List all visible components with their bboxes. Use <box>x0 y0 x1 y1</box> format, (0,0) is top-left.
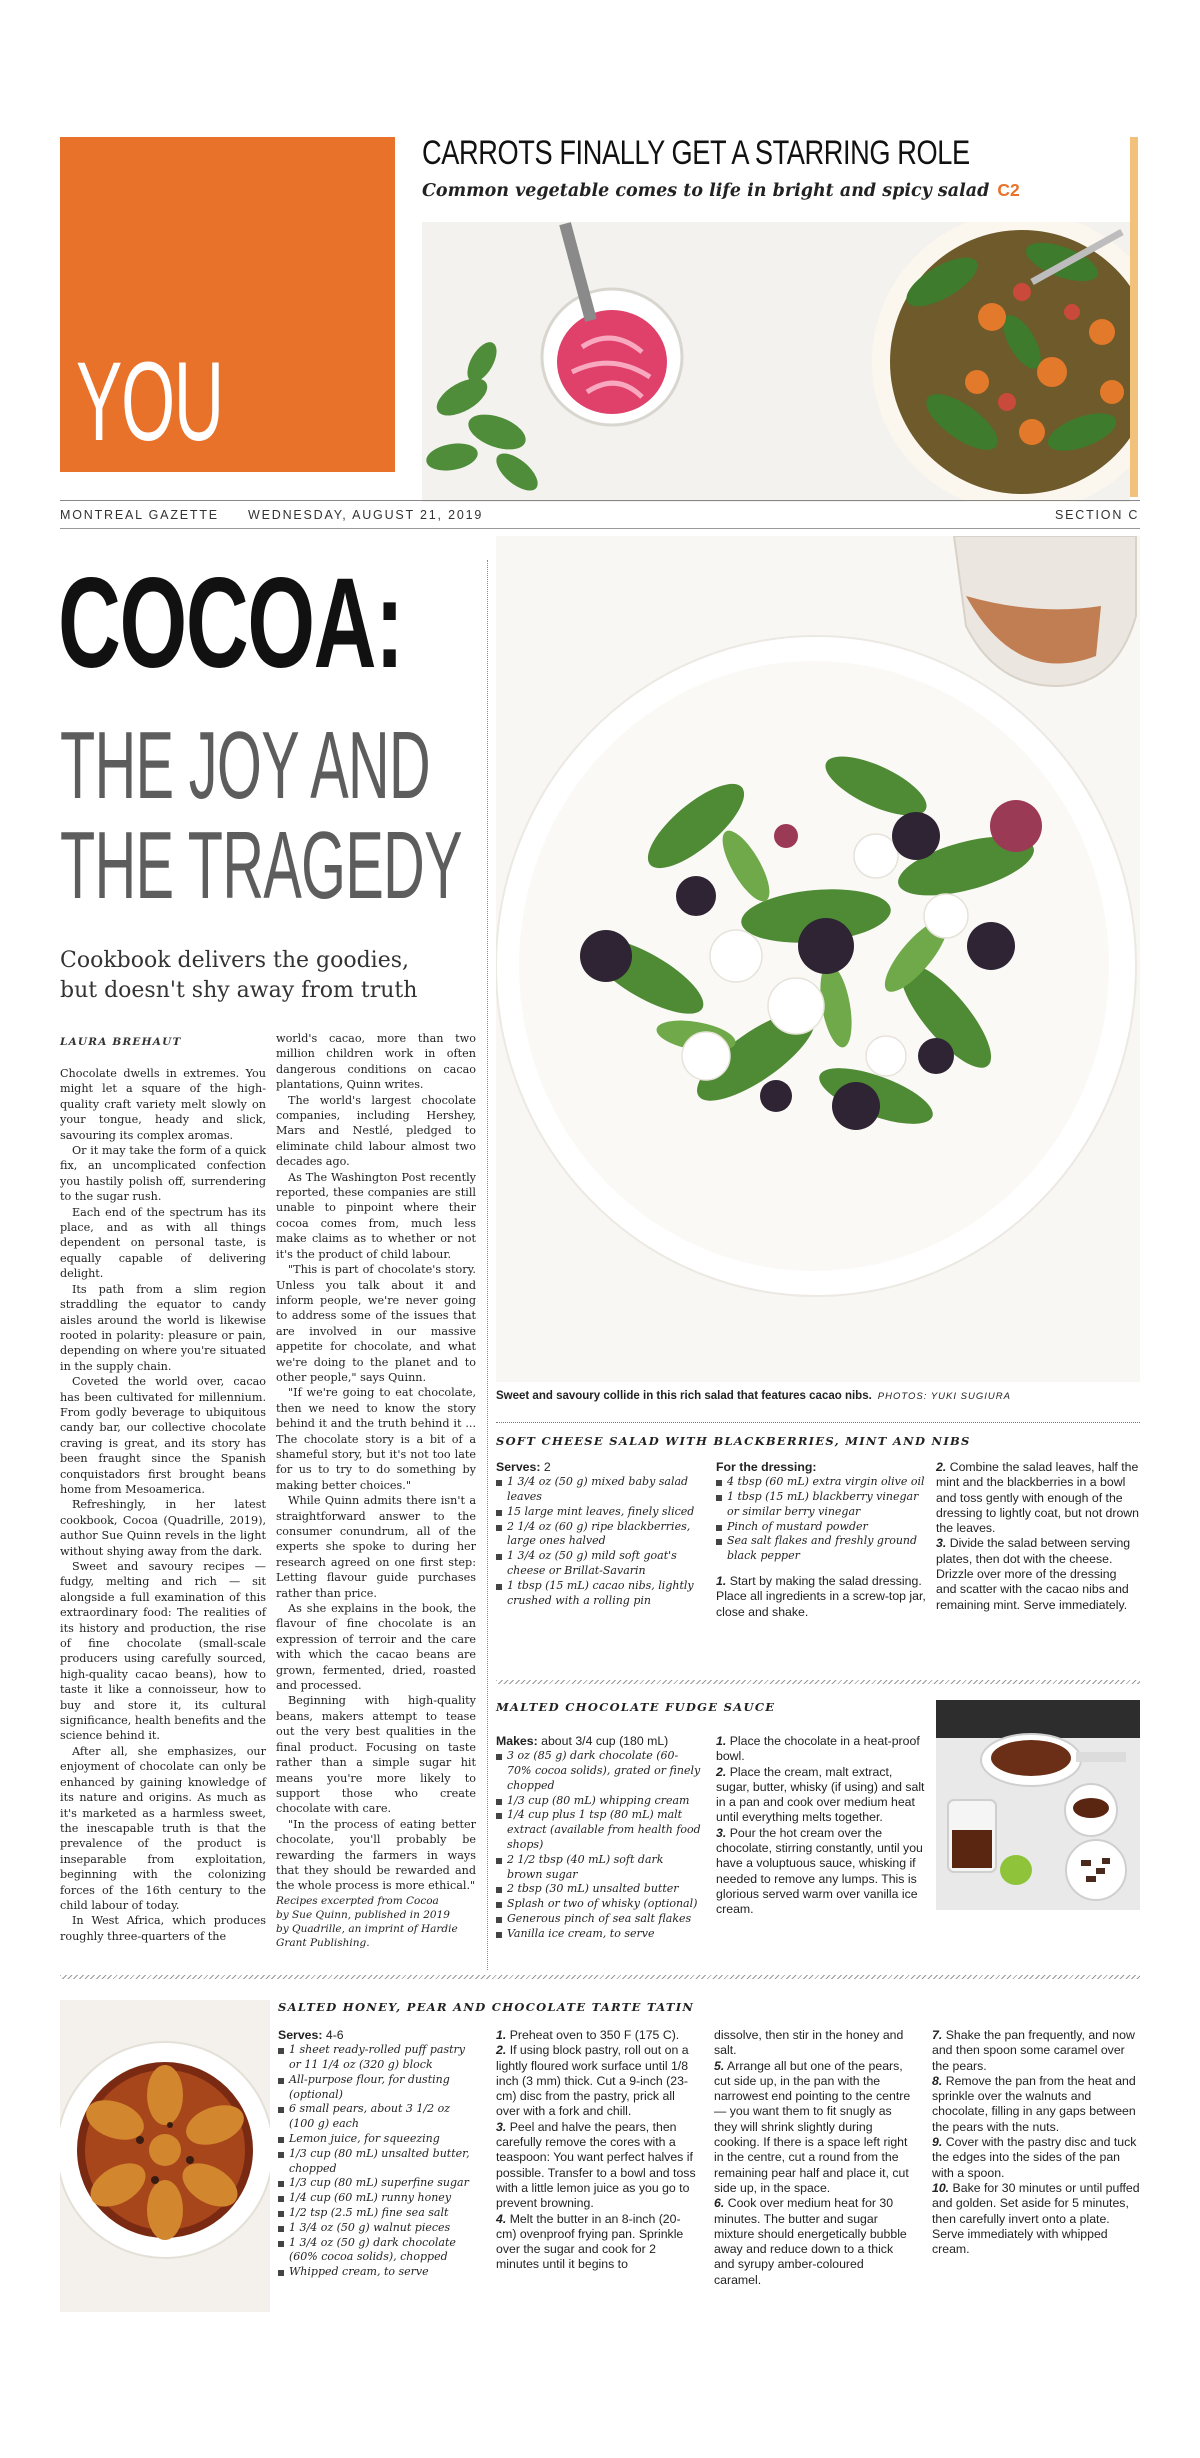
ingredient-item: 4 tbsp (60 mL) extra virgin olive oil <box>716 1475 926 1490</box>
recipe-step <box>716 1765 926 1826</box>
recipe-tatin-steps-3 <box>932 2028 1140 2257</box>
ingredient-item: Generous pinch of sea salt flakes <box>496 1912 702 1927</box>
recipe-fudge-ingredients <box>496 1734 702 1942</box>
ingredient-item: 1/4 cup (60 mL) runny honey <box>278 2191 478 2206</box>
ingredient-item: 15 large mint leaves, finely sliced <box>496 1505 706 1520</box>
paragraph: "If we're going to eat chocolate, then we need to know the story behind it and the truth behind it ... The chocolate story is a bit of a shameful story, but it's not too late for us to try to do something by making better choices." <box>276 1386 476 1492</box>
step-text: Place the chocolate in a heat-proof bowl. <box>716 1734 920 1764</box>
ingredient-item: Lemon juice, for squeezing <box>278 2132 478 2147</box>
teaser-accent-bar <box>1130 137 1138 497</box>
ingredient-item: 1/3 cup (80 mL) superfine sugar <box>278 2176 478 2191</box>
photo-caption <box>496 1390 1011 1402</box>
step-number: 2. <box>716 1764 727 1779</box>
divider <box>496 1680 1140 1684</box>
article-headline-line2: THE JOY AND <box>60 712 431 819</box>
carrot-salad-illustration <box>422 222 1130 502</box>
step-number: 9. <box>932 2135 943 2150</box>
ingredient-item: 3 oz (85 g) dark chocolate (60-70% cocoa solids), grated or finely chopped <box>496 1749 702 1793</box>
ingredient-item: All-purpose flour, for dusting (optional) <box>278 2073 478 2103</box>
paragraph: As The Washington Post recently reported, these companies are still unable to pinpoint where their cocoa comes from, much less make claims as to whether or not it's the product of child labour. <box>276 1170 476 1261</box>
step-text: Shake the pan frequently, and now and then spoon some caramel over the pears. <box>932 2028 1135 2073</box>
paragraph: Each end of the spectrum has its place, and as with all things dependent on personal taste, is equally capable of delivering delight. <box>60 1205 266 1281</box>
recipe-step <box>716 1734 926 1765</box>
column-divider <box>487 560 488 1970</box>
recipe-tatin-ingredients <box>278 2028 478 2280</box>
step-number: 6. <box>714 2196 725 2211</box>
ingredient-item: Splash or two of whisky (optional) <box>496 1897 702 1912</box>
step-text: Melt the butter in an 8-inch (20-cm) ovenproof frying pan. Sprinkle over the sugar and cook for 2 minutes until it begins to <box>496 2211 684 2272</box>
recipe-serves <box>278 2028 478 2043</box>
makes-value: about 3/4 cup (180 mL) <box>541 1734 669 1748</box>
recipe-step <box>936 1536 1140 1612</box>
ingredient-list <box>278 2043 478 2280</box>
step-text: Divide the salad between serving plates, then dot with the cheese. Drizzle over more of the dressing and scatter with the cacao nibs and remaining mint. Serve immediately. <box>936 1536 1131 1612</box>
dateline-top-rule <box>60 500 1140 501</box>
ingredient-item: 1 tbsp (15 mL) cacao nibs, lightly crushed with a rolling pin <box>496 1579 706 1609</box>
teaser-headline[interactable]: CARROTS FINALLY GET A STARRING ROLE <box>422 134 970 172</box>
step-text: Preheat oven to 350 F (175 C). <box>509 2028 680 2042</box>
recipe-credit-line: Recipes excerpted from Cocoa <box>276 1894 439 1907</box>
recipe-title-fudge-sauce: MALTED CHOCOLATE FUDGE SAUCE <box>496 1700 776 1714</box>
recipe-step-continued: dissolve, then stir in the honey and salt. <box>714 2028 904 2058</box>
carrot-salad-photo[interactable] <box>422 222 1130 502</box>
ingredient-item: 1 3/4 oz (50 g) dark chocolate (60% cocoa solids), chopped <box>278 2236 478 2266</box>
divider <box>60 1975 1140 1979</box>
recipe-step <box>716 1826 926 1918</box>
dateline-date: WEDNESDAY, AUGUST 21, 2019 <box>248 508 484 522</box>
recipe-step <box>932 2074 1140 2135</box>
teaser-page-ref: C2 <box>997 180 1020 200</box>
step-text: Peel and halve the pears, then carefully remove the cores with a teaspoon: You want perfect halves if possible. Transfer to a bowl and toss with a little lemon juice as you go to prevent browning. <box>496 2119 696 2211</box>
recipe-salad-dressing <box>716 1460 926 1620</box>
paragraph: Sweet and savoury recipes — fudgy, melting and rich — sit alongside a full examination of this extraordinary food: The realities of its history and production, the rise of fine chocolate (small-scale producers using carefully sourced, high-quality cacao beans), how to taste it like a connoisseur, how to buy and store it, its cultural significance, health benefits and the science behind it. <box>60 1560 266 1743</box>
byline: LAURA BREHAUT <box>60 1036 182 1048</box>
step-number: 10. <box>932 2180 950 2195</box>
serves-label: Serves: <box>496 1460 541 1474</box>
recipe-step <box>496 2212 696 2273</box>
paragraph: In West Africa, which produces roughly three-quarters of the <box>60 1914 266 1943</box>
paragraph: Chocolate dwells in extremes. You might let a square of the high-quality craft variety melt slowly on your tongue, heady and slick, savouring its complex aromas. <box>60 1067 266 1142</box>
serves-value: 4-6 <box>325 2028 344 2042</box>
ingredient-list <box>496 1749 702 1941</box>
photo-credit: PHOTOS: YUKI SUGIURA <box>877 1391 1011 1402</box>
step-text: Cover with the pastry disc and tuck the edges into the sides of the pan with a spoon. <box>932 2135 1137 2180</box>
ingredient-item: 1/3 cup (80 mL) whipping cream <box>496 1794 702 1809</box>
ingredient-item: 1/4 cup plus 1 tsp (80 mL) malt extract (available from health food shops) <box>496 1808 702 1852</box>
ingredient-item: 1/2 tsp (2.5 mL) fine sea salt <box>278 2206 478 2221</box>
recipe-makes <box>496 1734 702 1749</box>
ingredient-item: 1 3/4 oz (50 g) mild soft goat's cheese or Brillat-Savarin <box>496 1549 706 1579</box>
step-text: Start by making the salad dressing. Place all ingredients in a screw-top jar, close and shake. <box>716 1574 926 1619</box>
recipe-salad-ingredients <box>496 1460 706 1608</box>
fudge-sauce-illustration <box>936 1700 1140 1910</box>
recipe-serves <box>496 1460 706 1475</box>
ingredient-item: 1/3 cup (80 mL) unsalted butter, chopped <box>278 2147 478 2177</box>
step-text: Remove the pan from the heat and sprinkle over the walnuts and chocolate, filling in any gaps between the pears with the nuts. <box>932 2073 1136 2134</box>
recipe-step <box>496 2120 696 2212</box>
paragraph: Beginning with high-quality beans, makers attempt to tease out the very best qualities in the final product. Focusing on taste rather than a simple sugar hit means you're more likely to support those who create chocolate with care. <box>276 1694 476 1816</box>
paragraph: world's cacao, more than two million children work in often dangerous conditions on cacao plantations, Quinn writes. <box>276 1032 476 1092</box>
step-number: 3. <box>496 2119 507 2134</box>
recipe-step <box>932 2135 1140 2181</box>
dateline-section: SECTION C <box>1055 508 1140 522</box>
paragraph: "In the process of eating better chocolate, you'll probably be rewarding the farmers in ways that they should be rewarded and the whole process is more ethical." <box>276 1817 476 1893</box>
ingredient-item: Vanilla ice cream, to serve <box>496 1927 702 1942</box>
step-text: Cook over medium heat for 30 minutes. The butter and sugar mixture should energetically bubble away and reduce down to a thick and syrupy amber-coloured caramel. <box>714 2196 907 2287</box>
step-number: 1. <box>716 1734 727 1748</box>
recipe-title-tarte-tatin: SALTED HONEY, PEAR AND CHOCOLATE TARTE TATIN <box>278 2000 695 2014</box>
ingredient-list <box>716 1475 926 1564</box>
article-column-1 <box>60 1066 266 1944</box>
step-text: Place the cream, malt extract, sugar, butter, whisky (if using) and salt in a pan and cook over medium heat until everything melts together. <box>716 1764 925 1825</box>
step-number: 2. <box>496 2043 507 2058</box>
tarte-tatin-illustration <box>60 2000 270 2312</box>
paragraph: After all, she emphasizes, our enjoyment of chocolate can only be enhanced by gaining knowledge of its nature and origins. As much as it's marketed as a harmless sweet, the inescapable truth is that the prevalence of the product is inseparable from exploitation, beginning with the colonizing forces of the 16th century to the child labour of today. <box>60 1744 266 1912</box>
ingredient-item: 6 small pears, about 3 1/2 oz (100 g) each <box>278 2102 478 2132</box>
blackberry-salad-illustration <box>496 536 1140 1382</box>
dateline-bottom-rule <box>60 528 1140 529</box>
article-headline: COCOA: <box>58 552 403 695</box>
ingredient-item: 2 1/2 tbsp (40 mL) soft dark brown sugar <box>496 1853 702 1883</box>
article-deck-line2: but doesn't shy away from truth <box>60 978 418 1003</box>
blackberry-salad-photo[interactable] <box>496 536 1140 1382</box>
divider <box>496 1422 1140 1423</box>
recipe-credit-line: Grant Publishing. <box>276 1936 370 1949</box>
step-number: 1. <box>496 2028 507 2042</box>
fudge-sauce-photo[interactable] <box>936 1700 1140 1910</box>
recipe-step <box>714 2059 914 2197</box>
paragraph: Or it may take the form of a quick fix, an uncomplicated confection you hastily polish off, surrendering to the sugar rush. <box>60 1144 266 1204</box>
step-number: 4. <box>496 2211 507 2226</box>
step-number: 7. <box>932 2028 943 2042</box>
recipe-title-salad: SOFT CHEESE SALAD WITH BLACKBERRIES, MINT AND NIBS <box>496 1434 971 1448</box>
ingredient-item: 1 sheet ready-rolled puff pastry or 11 1/4 oz (320 g) block <box>278 2043 478 2073</box>
recipe-step <box>714 2196 914 2288</box>
section-you-label: YOU <box>76 339 223 464</box>
paragraph: Its path from a slim region straddling the equator to candy aisles around the world is likewise rooted in polarity: pleasure or pain, depending on where you're situated in the supply chain. <box>60 1282 266 1373</box>
ingredient-item: Pinch of mustard powder <box>716 1520 926 1535</box>
section-you-box[interactable] <box>60 137 395 472</box>
recipe-fudge-steps <box>716 1734 926 1918</box>
step-number: 8. <box>932 2073 943 2088</box>
photo-caption-text: Sweet and savoury collide in this rich salad that features cacao nibs. <box>496 1390 872 1402</box>
ingredient-item: 1 3/4 oz (50 g) mixed baby salad leaves <box>496 1475 706 1505</box>
recipe-step <box>932 2028 1140 2074</box>
step-text: Arrange all but one of the pears, cut side up, in the pan with the narrowest end pointing to the centre — you want them to fit snugly as they will shrink slightly during cooking. If there is a space left right in the centre, cut a round from the remaining pear half and place it, cut side up, in the space. <box>714 2058 911 2195</box>
paragraph: As she explains in the book, the flavour of fine chocolate is an expression of terroir and the care with which the cacao beans are grown, fermented, dried, roasted and processed. <box>276 1602 476 1693</box>
teaser-subhead[interactable] <box>422 180 1020 201</box>
serves-value: 2 <box>543 1460 551 1474</box>
ingredient-item: 2 1/4 oz (60 g) ripe blackberries, large ones halved <box>496 1520 706 1550</box>
ingredient-item: 1 3/4 oz (50 g) walnut pieces <box>278 2221 478 2236</box>
paragraph: Coveted the world over, cacao has been cultivated for millennium. From godly beverage to ubiquitous candy bar, our collective chocolate craving is great, and its story has been fraught since the Spanish conquistadors first brought beans home from Mesoamerica. <box>60 1375 266 1496</box>
makes-label: Makes: <box>496 1734 538 1748</box>
article-column-2 <box>276 1031 476 1950</box>
ingredient-item: Whipped cream, to serve <box>278 2265 478 2280</box>
tarte-tatin-photo[interactable] <box>60 2000 270 2312</box>
teaser-subhead-text: Common vegetable comes to life in bright and spicy salad <box>422 181 990 201</box>
step-number: 2. <box>936 1460 947 1474</box>
ingredient-list <box>496 1475 706 1608</box>
recipe-step <box>936 1460 1140 1536</box>
recipe-tatin-steps-2 <box>714 2028 914 2288</box>
recipe-salad-steps <box>936 1460 1140 1613</box>
article-headline-line3: THE TRAGEDY <box>60 812 463 919</box>
paragraph: Refreshingly, in her latest cookbook, Cocoa (Quadrille, 2019), author Sue Quinn revels in the light without shying away from the dark. <box>60 1498 266 1558</box>
ingredient-item: Sea salt flakes and freshly ground black pepper <box>716 1534 926 1564</box>
step-text: If using block pastry, roll out on a lightly floured work surface until 1/8 inch (3 mm) thick. Cut a 9-inch (23-cm) disc from the pastry, prick all over with a fork and chill. <box>496 2043 689 2119</box>
paragraph: While Quinn admits there isn't a straightforward answer to the consumer conundrum, all of the experts she spoke to during her research agreed on one first step: Letting flavour guide purchases rather than price. <box>276 1494 476 1600</box>
step-number: 1. <box>716 1574 727 1589</box>
dateline-paper-name: MONTREAL GAZETTE <box>60 508 219 522</box>
recipe-step <box>496 2043 696 2119</box>
recipe-credit-line: by Quadrille, an imprint of Hardie <box>276 1922 458 1935</box>
step-number: 3. <box>716 1825 727 1840</box>
paragraph: "This is part of chocolate's story. Unless you talk about it and inform people, we're never going to address some of the issues that are involved in our massive appetite for chocolate, and what we're doing to the planet and to other people," says Quinn. <box>276 1263 476 1384</box>
recipe-tatin-steps-1 <box>496 2028 696 2273</box>
paragraph: The world's largest chocolate companies, including Hershey, Mars and Nestlé, pledged to eliminate child labour almost two decades ago. <box>276 1093 476 1169</box>
recipe-step <box>932 2181 1140 2257</box>
step-number: 5. <box>714 2058 725 2073</box>
dressing-label: For the dressing: <box>716 1460 817 1474</box>
serves-label: Serves: <box>278 2028 323 2042</box>
ingredient-item: 1 tbsp (15 mL) blackberry vinegar or similar berry vinegar <box>716 1490 926 1520</box>
step-text: Combine the salad leaves, half the mint and the blackberries in a bowl and toss gently with enough of the dressing to lightly coat, but not drown the leaves. <box>936 1460 1140 1536</box>
recipe-step <box>496 2028 696 2043</box>
recipe-step <box>716 1574 926 1620</box>
article-deck-line1: Cookbook delivers the goodies, <box>60 948 409 973</box>
step-number: 3. <box>936 1536 947 1551</box>
ingredient-item: 2 tbsp (30 mL) unsalted butter <box>496 1882 702 1897</box>
step-text: Pour the hot cream over the chocolate, stirring constantly, until you have a voluptuous sauce, whisking if needed to remove any lumps. This is glorious served warm over vanilla ice cream. <box>716 1825 923 1917</box>
recipe-credit-line: by Sue Quinn, published in 2019 <box>276 1908 450 1921</box>
step-text: Bake for 30 minutes or until puffed and golden. Set aside for 5 minutes, then carefully invert onto a plate. Serve immediately with whipped cream. <box>932 2180 1140 2257</box>
